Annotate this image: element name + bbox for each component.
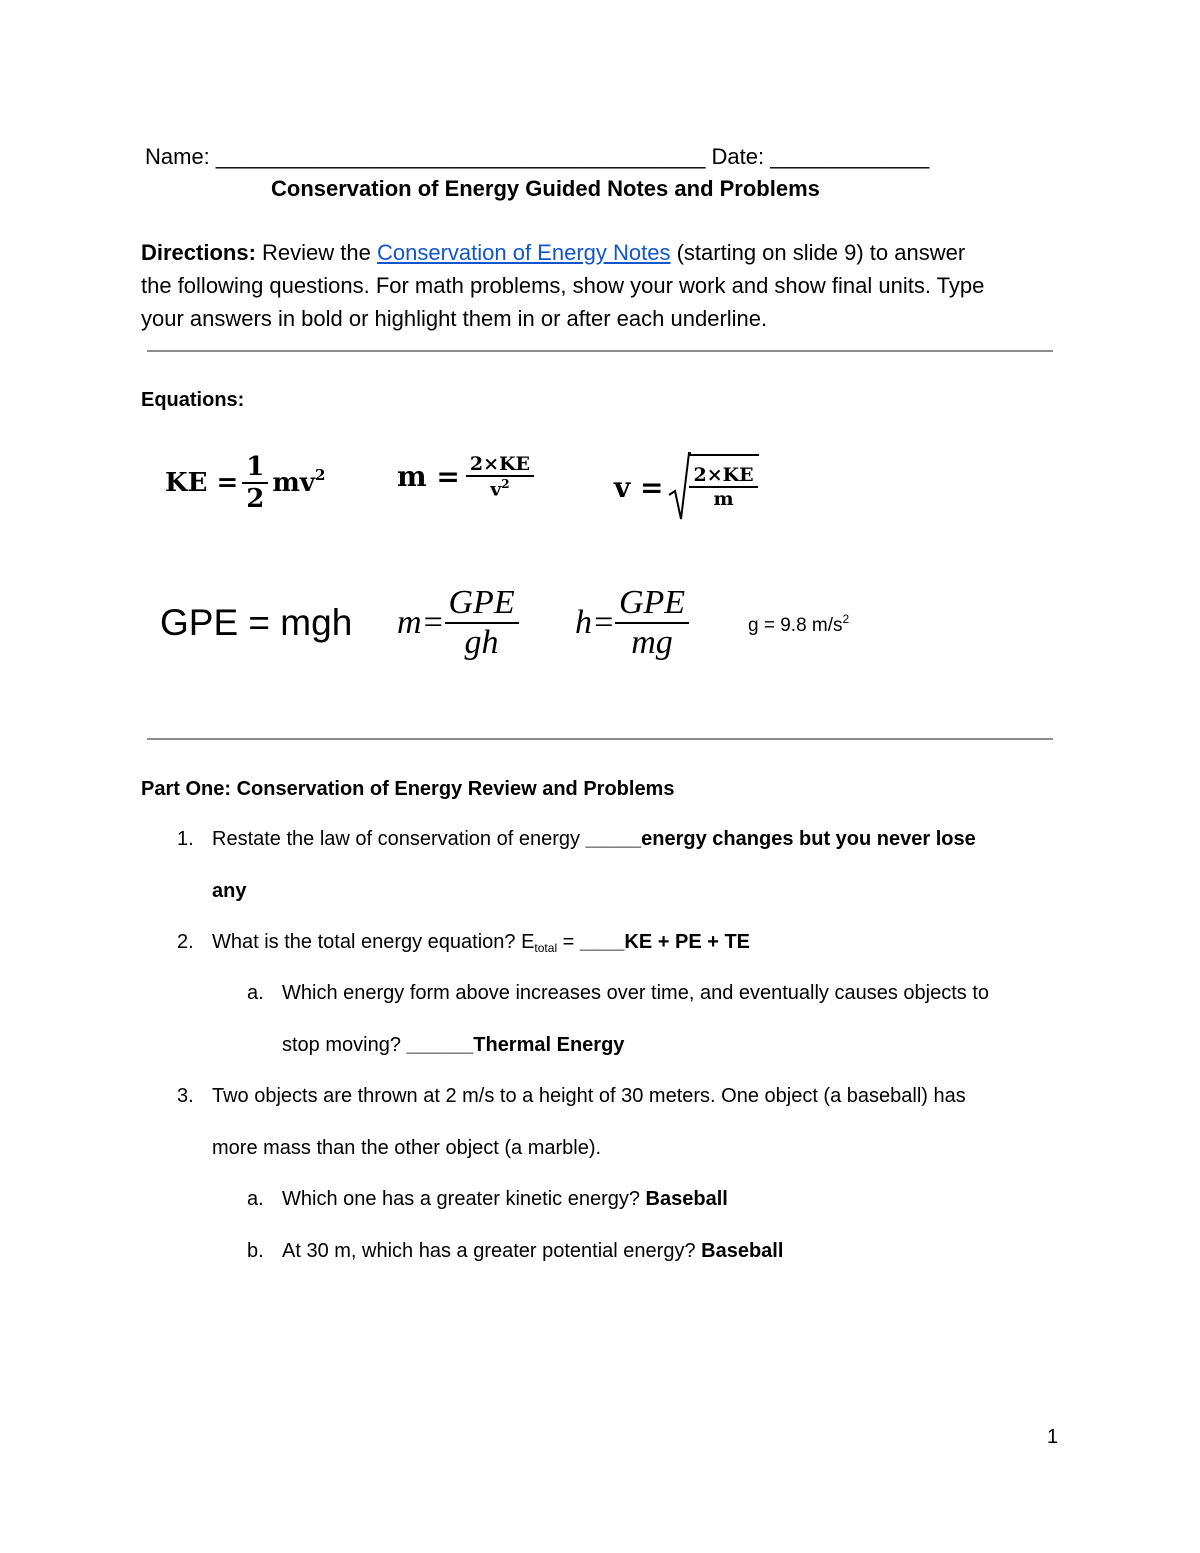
h-gpe-den: mg <box>631 624 673 661</box>
g-value: g = 9.8 m/s <box>748 615 843 636</box>
directions-line-3: your answers in bold or highlight them in or after each underline. <box>141 306 768 331</box>
ke-lhs: KE = <box>165 468 239 498</box>
ke-equation <box>165 452 325 514</box>
h-gpe-fraction <box>615 584 689 662</box>
q3b-text: At 30 m, which has a greater potential energy? <box>282 1240 702 1262</box>
q1-number: 1. <box>177 828 194 850</box>
q2-equals: = <box>557 931 580 953</box>
radical-sign-icon <box>667 451 691 523</box>
m-gpe-num: GPE <box>448 584 515 621</box>
equations-label: Equations: <box>141 389 245 411</box>
q2-text: What is the total energy equation? E <box>212 931 535 953</box>
q2a-label: a. <box>247 982 264 1004</box>
name-label: Name: <box>145 144 210 169</box>
m-ke-den-wrap <box>486 477 513 500</box>
divider-bottom <box>147 738 1053 740</box>
q1-answer[interactable]: _____energy changes but you never lose <box>585 828 976 850</box>
ke-num: 1 <box>246 452 265 482</box>
q2a-line-1: Which energy form above increases over time, and eventually causes objects to <box>282 982 990 1004</box>
m-ke-den: v <box>490 478 502 501</box>
directions-label: Directions: <box>141 240 256 265</box>
date-blank[interactable]: _____________ <box>770 144 930 169</box>
m-ke-num: 2×KE <box>469 453 530 475</box>
q3b-label: b. <box>247 1240 264 1262</box>
q2-line <box>212 931 750 955</box>
height-from-gpe-equation <box>575 584 689 662</box>
gravity-constant <box>748 612 849 637</box>
velocity-from-ke-equation <box>614 451 830 523</box>
q3a-text: Which one has a greater kinetic energy? <box>282 1188 646 1210</box>
q3-number: 3. <box>177 1085 194 1107</box>
v-ke-den: m <box>713 488 734 510</box>
m-gpe-den: gh <box>464 624 499 661</box>
h-gpe-num: GPE <box>618 584 686 621</box>
m-ke-fraction <box>466 453 534 500</box>
directions-text-b: (starting on slide 9) to answer <box>670 240 966 265</box>
v-ke-lhs: v = <box>614 470 664 504</box>
q2-subscript: total <box>534 941 558 955</box>
document-title: Conservation of Energy Guided Notes and Problems <box>271 176 820 201</box>
q3a-answer[interactable]: Baseball <box>645 1188 728 1210</box>
name-blank[interactable]: ________________________________________ <box>215 144 706 169</box>
q2a-line-2 <box>282 1034 624 1057</box>
gpe-equation: GPE = mgh <box>160 602 353 643</box>
ke-rhs: mv <box>272 468 315 498</box>
q2-answer[interactable]: ____KE + PE + TE <box>579 931 751 953</box>
mass-from-ke-equation <box>397 453 534 500</box>
ke-den: 2 <box>246 484 265 514</box>
page-number: 1 <box>1047 1426 1059 1448</box>
q1-answer-line-2[interactable]: any <box>212 880 247 902</box>
q2a-text: stop moving? <box>282 1034 407 1056</box>
q3-line-1: Two objects are thrown at 2 m/s to a height of 30 meters. One object (a baseball) has <box>212 1085 966 1107</box>
divider-top <box>147 350 1053 352</box>
q2-number: 2. <box>177 931 194 953</box>
notes-link[interactable]: Conservation of Energy Notes <box>376 240 671 265</box>
m-gpe-lhs: m= <box>397 604 445 641</box>
m-ke-den-exp: 2 <box>501 477 510 491</box>
q3b-answer[interactable]: Baseball <box>701 1240 784 1262</box>
q3-line-2: more mass than the other object (a marble). <box>212 1137 602 1159</box>
part-one-title: Part One: Conservation of Energy Review and Problems <box>141 778 675 800</box>
q1-text: Restate the law of conservation of energy <box>212 828 586 850</box>
ke-exp: 2 <box>314 466 326 484</box>
name-date-line <box>145 144 929 170</box>
directions-line-1 <box>141 240 965 266</box>
v-ke-fraction <box>689 464 757 510</box>
g-exp: 2 <box>842 612 850 626</box>
directions-line-2: the following questions. For math problems, show your work and show final units. Type <box>141 273 985 298</box>
m-ke-lhs: m = <box>397 460 460 494</box>
q2a-answer[interactable]: ______Thermal Energy <box>406 1034 625 1056</box>
date-label: Date: <box>711 144 765 169</box>
mass-from-gpe-equation <box>397 584 519 662</box>
q3a-label: a. <box>247 1188 264 1210</box>
v-ke-num: 2×KE <box>693 464 754 486</box>
h-gpe-lhs: h= <box>575 604 615 641</box>
q3a-line <box>282 1188 728 1211</box>
ke-fraction <box>242 452 268 514</box>
m-gpe-fraction <box>445 584 519 662</box>
q1-line-1 <box>212 828 976 851</box>
q3b-line <box>282 1240 783 1263</box>
directions-text-a: Review the <box>255 240 377 265</box>
radical-bar <box>689 454 759 456</box>
